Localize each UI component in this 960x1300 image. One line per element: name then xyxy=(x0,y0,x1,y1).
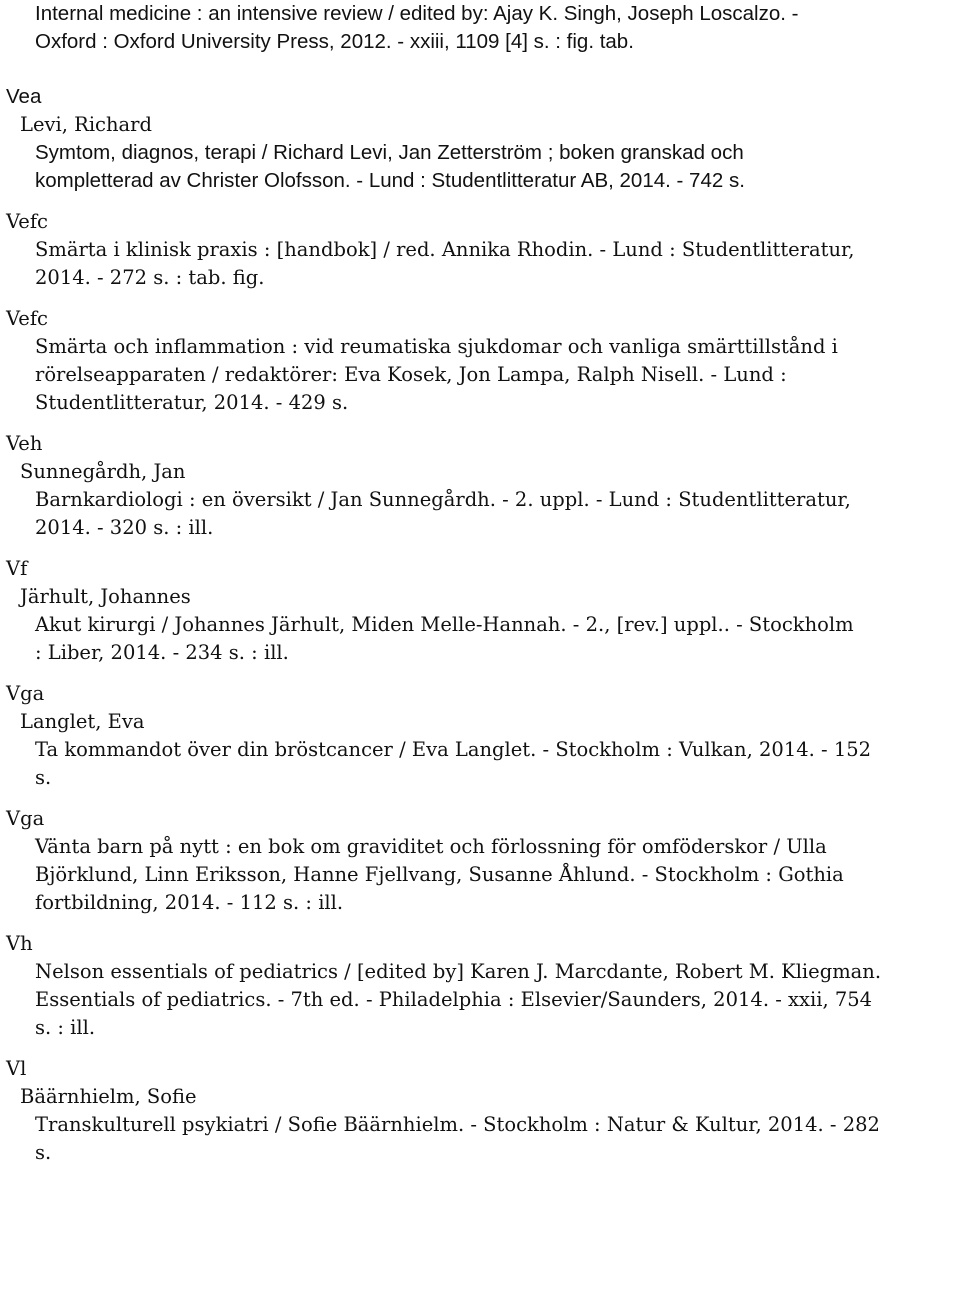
classification-code: Vefc xyxy=(6,307,48,330)
entry-description-line: s. xyxy=(35,766,52,789)
classification-code: Vl xyxy=(6,1057,27,1080)
entry-author: Levi, Richard xyxy=(20,113,152,136)
entry-description-line: s. : ill. xyxy=(35,1016,96,1039)
classification-code: Vga xyxy=(6,682,45,705)
entry-description-line: 2014. - 320 s. : ill. xyxy=(35,516,214,539)
entry-description-line: 2014. - 272 s. : tab. fig. xyxy=(35,266,265,289)
classification-code: Veh xyxy=(6,432,43,455)
entry-author: Langlet, Eva xyxy=(20,710,145,733)
classification-code: Vh xyxy=(6,932,33,955)
entry-description-line: fortbildning, 2014. - 112 s. : ill. xyxy=(35,891,344,914)
entry-description-line: Essentials of pediatrics. - 7th ed. - Philadelphia : Elsevier/Saunders, 2014. - xxii, 754 xyxy=(35,988,873,1011)
list-item xyxy=(6,0,956,56)
list-item xyxy=(6,805,956,917)
list-item xyxy=(6,555,956,667)
entry-description-line: Nelson essentials of pediatrics / [edited by] Karen J. Marcdante, Robert M. Kliegman. xyxy=(35,960,882,983)
entry-description-line: rörelseapparaten / redaktörer: Eva Kosek, Jon Lampa, Ralph Nisell. - Lund : xyxy=(35,363,787,386)
classification-code: Vf xyxy=(6,557,28,580)
entry-description-line: Vänta barn på nytt : en bok om graviditet och förlossning för omföderskor / Ulla xyxy=(35,835,827,858)
list-item xyxy=(6,83,956,195)
classification-code: Vea xyxy=(6,85,42,108)
entry-description-line: Smärta i klinisk praxis : [handbok] / red. Annika Rhodin. - Lund : Studentlitteratur, xyxy=(35,238,855,261)
bibliography-list xyxy=(6,0,956,1167)
entry-description-line: s. xyxy=(35,1141,52,1164)
classification-code: Vefc xyxy=(6,210,48,233)
entry-description-line: Ta kommandot över din bröstcancer / Eva Langlet. - Stockholm : Vulkan, 2014. - 152 xyxy=(35,738,872,761)
entry-description-line: Barnkardiologi : en översikt / Jan Sunnegårdh. - 2. uppl. - Lund : Studentlitteratur, xyxy=(35,488,851,511)
entry-description-line: : Liber, 2014. - 234 s. : ill. xyxy=(35,641,289,664)
list-item xyxy=(6,430,956,542)
entry-description-line: Akut kirurgi / Johannes Järhult, Miden Melle-Hannah. - 2., [rev.] uppl.. - Stockholm xyxy=(35,613,854,636)
entry-author: Bäärnhielm, Sofie xyxy=(20,1085,197,1108)
list-item xyxy=(6,208,956,292)
entry-description-line: Studentlitteratur, 2014. - 429 s. xyxy=(35,391,349,414)
list-item xyxy=(6,1055,956,1167)
entry-description-line: Smärta och inflammation : vid reumatiska sjukdomar och vanliga smärttillstånd i xyxy=(35,335,838,358)
entry-description-line: kompletterad av Christer Olofsson. - Lund : Studentlitteratur AB, 2014. - 742 s. xyxy=(35,169,745,192)
classification-code: Vga xyxy=(6,807,45,830)
list-item xyxy=(6,930,956,1042)
list-item xyxy=(6,680,956,792)
entry-author: Sunnegårdh, Jan xyxy=(20,460,186,483)
entry-description-line: Transkulturell psykiatri / Sofie Bäärnhielm. - Stockholm : Natur & Kultur, 2014. - 282 xyxy=(35,1113,880,1136)
list-item xyxy=(6,305,956,417)
entry-description-line: Symtom, diagnos, terapi / Richard Levi, Jan Zetterström ; boken granskad och xyxy=(35,141,744,164)
entry-author: Järhult, Johannes xyxy=(20,585,191,608)
entry-description-line: Internal medicine : an intensive review / edited by: Ajay K. Singh, Joseph Loscalzo. - xyxy=(35,2,799,25)
entry-description-line: Oxford : Oxford University Press, 2012. - xxiii, 1109 [4] s. : fig. tab. xyxy=(35,30,634,53)
entry-description-line: Björklund, Linn Eriksson, Hanne Fjellvang, Susanne Åhlund. - Stockholm : Gothia xyxy=(35,863,844,886)
